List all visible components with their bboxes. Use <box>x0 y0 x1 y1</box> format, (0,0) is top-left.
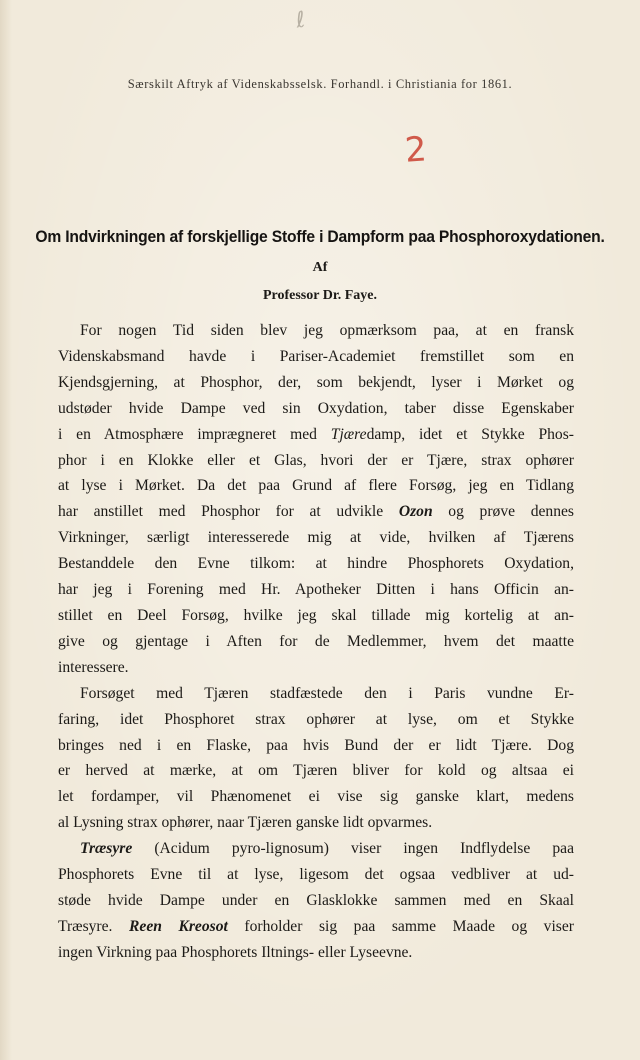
paragraph-1-line-3: Kjendsgjerning, at Phosphor, der, som bekjendt, lyser i Mørket og <box>58 373 574 391</box>
byline-af: Af <box>312 260 328 275</box>
paragraph-2-line-3: bringes ned i en Flaske, paa hvis Bund der er lidt Tjære. Dog <box>58 736 574 754</box>
paragraph-1-line-9: Virkninger, særligt interesserede mig at vide, hvilken af Tjærens <box>58 529 574 547</box>
paragraph-1-line-1: For nogen Tid siden blev jeg opmærksom paa, at en fransk <box>80 322 574 339</box>
paragraph-1-line-11: har jeg i Forening med Hr. Apotheker Ditten i hans Officin an- <box>58 581 574 599</box>
italic-term-tjaere: Tjære <box>330 425 367 443</box>
italic-term-ozon: Ozon <box>398 503 433 521</box>
paragraph-1-line-2: Videnskabsmand havde i Pariser-Academiet fremstillet som en <box>58 347 574 365</box>
paragraph-3-line-4: Træsyre. Reen Kreosot forholder sig paa samme Maade og viser <box>58 917 574 935</box>
author-name: Professor Dr. Faye. <box>262 288 378 303</box>
paragraph-1-line-8: har anstillet med Phosphor for at udvikle Ozon og prøve dennes <box>58 503 574 521</box>
paragraph-2-line-1: Forsøget med Tjæren stadfæstede den i Paris vundne Er- <box>80 684 574 702</box>
paragraph-3-line-5: ingen Virkning paa Phosphorets Iltnings- eller Lyseevne. <box>58 943 413 961</box>
paragraph-2-line-6: al Lysning strax ophører, naar Tjæren ganske lidt opvarmes. <box>58 814 433 832</box>
paragraph-1-line-5: i en Atmosphære imprægneret med Tjæredamp, idet et Stykke Phos- <box>58 425 574 443</box>
italic-term-reen-kreosot: Reen Kreosot <box>129 917 228 935</box>
paragraph-2-line-2: faring, idet Phosphoret strax ophører at lyse, om et Stykke <box>58 710 574 728</box>
paragraph-1-line-6: phor i en Klokke eller et Glas, hvori der er Tjære, strax ophører <box>58 451 574 469</box>
paragraph-1-line-14: interessere. <box>58 658 129 676</box>
article-title: Om Indvirkningen af forskjellige Stoffe i Dampform paa Phosphoroxydationen. <box>35 227 605 246</box>
paragraph-2-line-5: let fordamper, vil Phænomenet ei vise sig ganske klart, medens <box>58 788 574 806</box>
paragraph-1-line-13: give og gjentage i Aften for de Medlemmer, hvem det maatte <box>58 632 574 650</box>
pencil-mark: ℓ <box>294 7 307 34</box>
italic-term-traesyre: Træsyre <box>80 840 133 858</box>
paragraph-3-line-2: Phosphorets Evne til at lyse, ligesom det ogsaa vedbliver at ud- <box>58 866 574 884</box>
offprint-header: Særskilt Aftryk af Videnskabsselsk. Forhandl. i Christiania for 1861. <box>127 77 513 91</box>
handwritten-folio-number: 2 <box>403 129 429 171</box>
paragraph-1-line-4: udstøder hvide Dampe ved sin Oxydation, taber disse Egenskaber <box>58 399 574 417</box>
paragraph-1-line-12: stillet en Deel Forsøg, hvilke jeg skal tillade mig kortelig at an- <box>58 606 574 624</box>
paragraph-1-line-7: at lyse i Mørket. Da det paa Grund af flere Forsøg, jeg en Tidlang <box>58 477 574 495</box>
paragraph-2-line-4: er herved at mærke, at om Tjæren bliver for kold og altsaa ei <box>58 762 574 780</box>
paragraph-1-line-10: Bestanddele den Evne tilkom: at hindre Phosphorets Oxydation, <box>58 555 574 573</box>
paragraph-3-line-1: Træsyre (Acidum pyro-lignosum) viser ingen Indflydelse paa <box>80 840 574 858</box>
article-body <box>58 318 574 966</box>
page-edge-shadow <box>0 0 12 1060</box>
paragraph-3-line-3: støde hvide Dampe under en Glasklokke sammen med en Skaal <box>58 891 574 909</box>
